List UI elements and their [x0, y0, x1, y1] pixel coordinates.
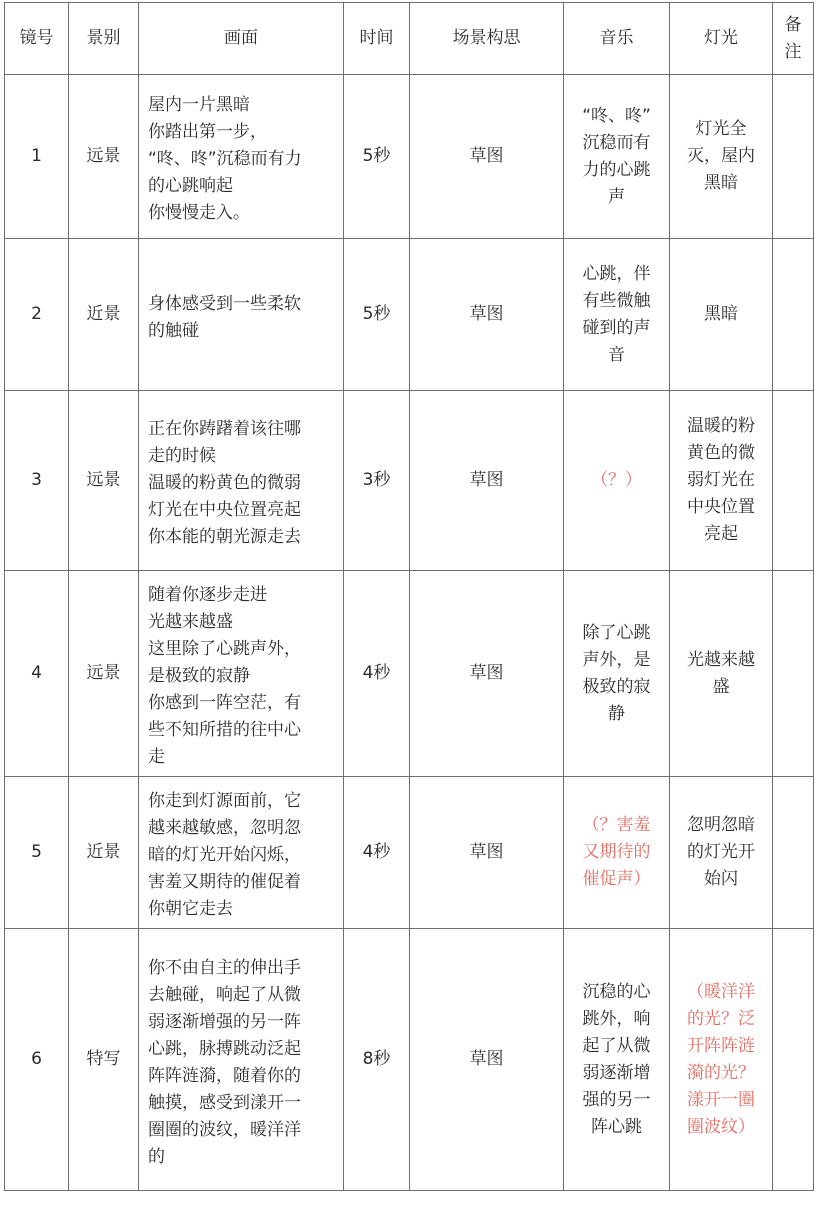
concept-cell: 草图: [410, 239, 564, 391]
text-line: 始闪: [704, 869, 738, 889]
scene-description-cell: [139, 239, 344, 391]
text-line: 盛: [712, 676, 730, 697]
text-line: 触摸，感受到漾开一: [148, 1092, 301, 1113]
music-cell: [564, 929, 670, 1191]
text-line: 光越来越盛: [148, 612, 233, 632]
shot-type-cell: 特写: [69, 929, 139, 1191]
music-cell: [564, 391, 670, 571]
shot-type-cell: 远景: [69, 75, 139, 239]
text-line: 强的另一: [582, 1089, 651, 1110]
lighting-cell: [670, 777, 773, 929]
text-line: 声: [608, 186, 625, 207]
text-line: 阵阵涟漪，随着你的: [148, 1065, 301, 1086]
text-line: 温暖的粉黄色的微弱: [148, 473, 301, 493]
notes-cell: [773, 75, 814, 239]
notes-cell: [773, 777, 814, 929]
col-header-notes: 备注: [773, 3, 814, 75]
text-line: 你不由自主的伸出手: [148, 957, 301, 978]
text-line: 静: [608, 703, 625, 724]
text-line: 屋内一片黑暗: [148, 95, 250, 115]
scene-description-cell: [139, 571, 344, 777]
text-line: 催促声）: [582, 869, 651, 889]
col-header-scene: 画面: [139, 3, 344, 75]
duration-cell: 4秒: [344, 571, 410, 777]
text-line: 走: [148, 747, 165, 767]
scene-description-cell: [139, 391, 344, 571]
shot-number-cell: 1: [5, 75, 69, 239]
text-line: 又期待的: [582, 842, 651, 862]
text-line: 力的心跳: [582, 159, 651, 180]
table-row: [5, 75, 814, 239]
col-header-concept: 场景构思: [410, 3, 564, 75]
shot-number-cell: 3: [5, 391, 69, 571]
shot-type-cell: 近景: [69, 777, 139, 929]
text-line: 圈圈的波纹，暖洋洋: [148, 1119, 301, 1140]
notes-cell: [773, 571, 814, 777]
text-line: （暖洋洋: [687, 981, 755, 1002]
text-line: 正在你踌躇着该往哪: [148, 419, 301, 439]
text-line: “咚、咚”: [582, 105, 651, 126]
music-cell: [564, 239, 670, 391]
shot-number-cell: 2: [5, 239, 69, 391]
text-line: 漾开一圈: [687, 1089, 755, 1110]
text-line: 圈波纹）: [687, 1116, 755, 1137]
text-line: 的触碰: [148, 320, 199, 341]
text-line: 忽明忽暗: [687, 815, 755, 835]
text-line: 跳外，响: [582, 1008, 651, 1029]
table-row: [5, 929, 814, 1191]
shot-number-cell: 4: [5, 571, 69, 777]
text-line: 你走到灯源面前，它: [148, 791, 301, 811]
duration-cell: 4秒: [344, 777, 410, 929]
col-header-shot-type: 景别: [69, 3, 139, 75]
col-header-duration: 时间: [344, 3, 410, 75]
col-header-music: 音乐: [564, 3, 670, 75]
text-line: 的心跳响起: [148, 176, 233, 196]
table-row: [5, 239, 814, 391]
text-line: 弱逐渐增: [582, 1062, 651, 1083]
table-row: [5, 777, 814, 929]
lighting-cell: [670, 239, 773, 391]
text-line: 漪的光？: [687, 1062, 755, 1083]
text-line: 阵心跳: [591, 1116, 642, 1137]
text-line: 你朝它走去: [148, 899, 233, 919]
text-line: 中央位置: [687, 497, 755, 517]
text-line: 光越来越: [687, 649, 755, 670]
text-line: 你踏出第一步，: [148, 122, 267, 142]
text-line: 越来越敏感，忽明忽: [148, 818, 301, 838]
text-line: 黄色的微: [687, 443, 755, 463]
text-line: 去触碰，响起了从微: [148, 984, 301, 1005]
shot-number-cell: 6: [5, 929, 69, 1191]
text-line: 你感到一阵空茫，有: [148, 693, 301, 713]
shot-type-cell: 远景: [69, 571, 139, 777]
text-line: 沉稳的心: [582, 981, 651, 1002]
text-line: 走的时候: [148, 446, 216, 466]
text-line: 温暖的粉: [687, 416, 755, 436]
shot-number-cell: 5: [5, 777, 69, 929]
text-line: 这里除了心跳声外，: [148, 639, 301, 659]
text-line: 身体感受到一些柔软: [148, 293, 301, 314]
scene-description-cell: [139, 929, 344, 1191]
notes-cell: [773, 391, 814, 571]
duration-cell: 3秒: [344, 391, 410, 571]
text-line: 极致的寂: [582, 676, 651, 697]
text-line: 心跳，伴: [582, 263, 651, 284]
lighting-cell: [670, 75, 773, 239]
lighting-cell: [670, 391, 773, 571]
text-line: 你慢慢走入。: [148, 203, 250, 223]
concept-cell: 草图: [410, 929, 564, 1191]
music-cell: [564, 571, 670, 777]
text-line: 有些微触: [582, 290, 651, 311]
col-header-lighting: 灯光: [670, 3, 773, 75]
duration-cell: 5秒: [344, 239, 410, 391]
text-line: 的: [148, 1146, 165, 1167]
text-line: 心跳，脉搏跳动泛起: [148, 1038, 301, 1059]
text-line: 的灯光开: [687, 842, 755, 862]
text-line: 灯光全: [695, 119, 747, 139]
concept-cell: 草图: [410, 571, 564, 777]
text-line: 开阵阵涟: [687, 1035, 755, 1056]
table-row: [5, 571, 814, 777]
music-cell: [564, 75, 670, 239]
text-line: （？害羞: [582, 815, 651, 835]
text-line: 碰到的声: [582, 317, 651, 338]
text-line: 弱逐渐增强的另一阵: [148, 1011, 301, 1032]
text-line: 些不知所措的往中心: [148, 720, 301, 740]
text-line: 的光？泛: [687, 1008, 755, 1029]
text-line: 黑暗: [704, 304, 738, 324]
col-header-shot-no: 镜号: [5, 3, 69, 75]
text-line: 黑暗: [704, 173, 738, 193]
text-line: （？）: [591, 470, 642, 490]
text-line: 你本能的朝光源走去: [148, 527, 301, 547]
lighting-cell: [670, 571, 773, 777]
music-cell: [564, 777, 670, 929]
table-row: [5, 391, 814, 571]
lighting-cell: [670, 929, 773, 1191]
concept-cell: 草图: [410, 75, 564, 239]
header-row: [5, 3, 814, 75]
shot-type-cell: 近景: [69, 239, 139, 391]
text-line: 弱灯光在: [687, 470, 755, 490]
text-line: 沉稳而有: [582, 132, 651, 153]
text-line: 灯光在中央位置亮起: [148, 500, 301, 520]
text-line: 害羞又期待的催促着: [148, 872, 301, 892]
text-line: 随着你逐步走进: [148, 585, 267, 605]
notes-cell: [773, 929, 814, 1191]
concept-cell: 草图: [410, 391, 564, 571]
text-line: 灭，屋内: [687, 146, 755, 166]
shot-type-cell: 远景: [69, 391, 139, 571]
table-body: [5, 75, 814, 1191]
text-line: 起了从微: [582, 1035, 651, 1056]
text-line: 亮起: [704, 524, 738, 544]
notes-cell: [773, 239, 814, 391]
text-line: 音: [608, 344, 625, 365]
text-line: “咚、咚”沉稳而有力: [148, 149, 302, 169]
text-line: 声外，是: [582, 649, 651, 670]
storyboard-table: [4, 2, 814, 1191]
text-line: 暗的灯光开始闪烁，: [148, 845, 301, 865]
scene-description-cell: [139, 75, 344, 239]
duration-cell: 8秒: [344, 929, 410, 1191]
concept-cell: 草图: [410, 777, 564, 929]
duration-cell: 5秒: [344, 75, 410, 239]
scene-description-cell: [139, 777, 344, 929]
text-line: 除了心跳: [582, 622, 651, 643]
text-line: 是极致的寂静: [148, 666, 250, 686]
